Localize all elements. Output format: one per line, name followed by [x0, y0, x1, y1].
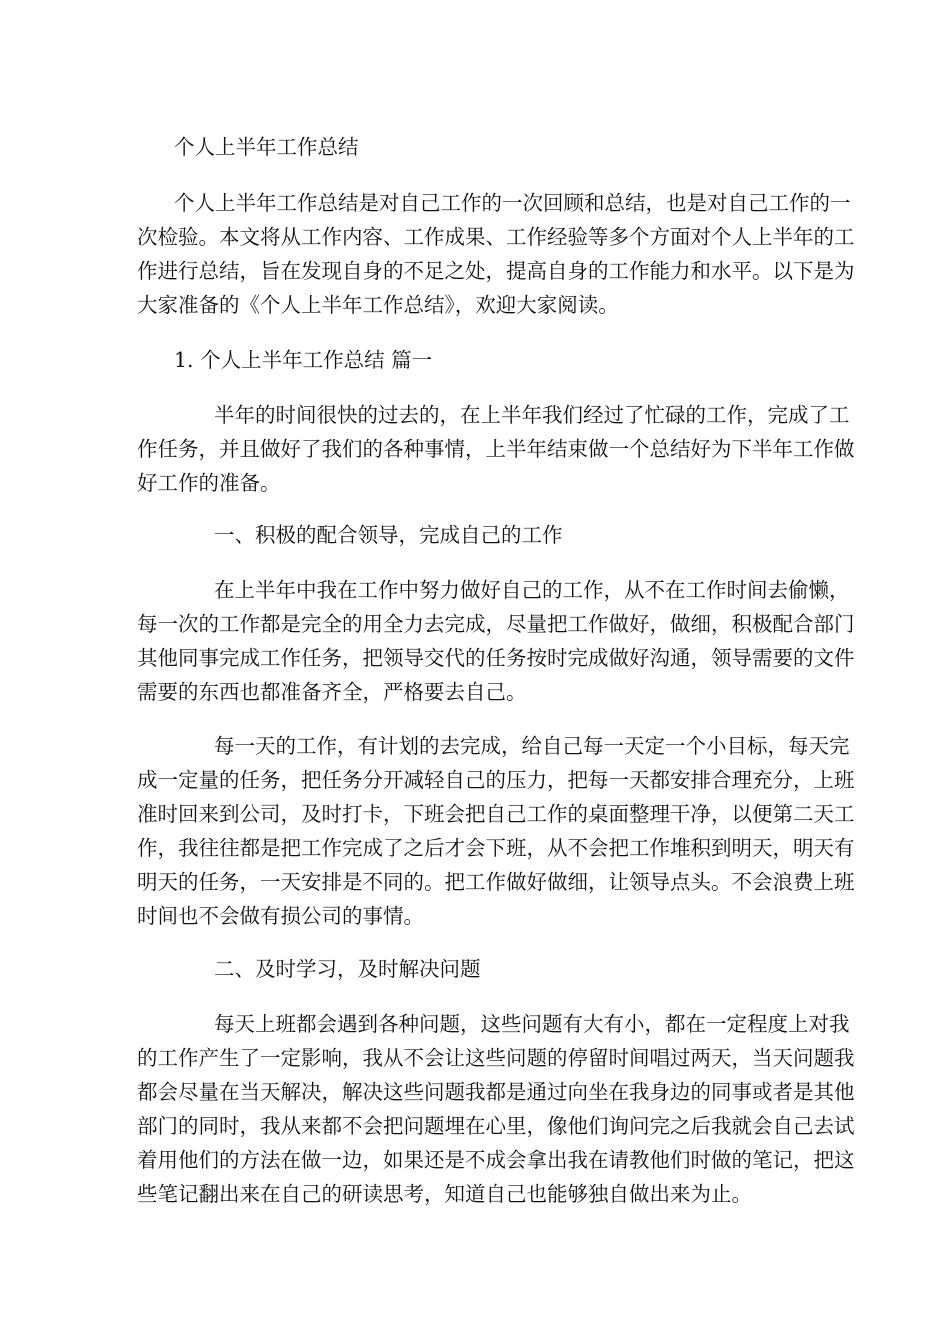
paragraph-line: 好工作的准备。 — [137, 471, 281, 495]
intro-line: 次检验。本文将从工作内容、工作成果、工作经验等多个方面对个人上半年的工 — [137, 225, 855, 249]
intro-line: 作进行总结，旨在发现自身的不足之处，提高自身的工作能力和水平。以下是为 — [137, 259, 855, 283]
paragraph-line: 的工作产生了一定影响，我从不会让这些问题的停留时间唱过两天，当天问题我 — [137, 1046, 855, 1070]
paragraph-line: 着用他们的方法在做一边，如果还是不成会拿出我在请教他们时做的笔记，把这 — [137, 1148, 855, 1172]
paragraph-line: 每天上班都会遇到各种问题，这些问题有大有小，都在一定程度上对我 — [214, 1012, 850, 1036]
paragraph-line: 部门的同时，我从来都不会把问题埋在心里，像他们询问完之后我就会自己去试 — [137, 1114, 855, 1138]
paragraph-line: 些笔记翻出来在自己的研读思考，知道自己也能够独自做出来为止。 — [137, 1182, 752, 1206]
paragraph-line: 每一天的工作，有计划的去完成，给自己每一天定一个小目标，每天完 — [214, 734, 850, 758]
paragraph-line: 其他同事完成工作任务，把领导交代的任务按时完成做好沟通，领导需要的文件 — [137, 646, 855, 670]
document-title: 个人上半年工作总结 — [174, 135, 359, 159]
paragraph-line: 每一次的工作都是完全的用全力去完成，尽量把工作做好，做细，积极配合部门 — [137, 612, 855, 636]
paragraph-line: 作任务，并且做好了我们的各种事情，上半年结束做一个总结好为下半年工作做 — [137, 437, 855, 461]
paragraph-line: 明天的任务，一天安排是不同的。把工作做好做细，让领导点头。不会浪费上班 — [137, 870, 855, 894]
paragraph-line: 准时回来到公司，及时打卡，下班会把自己工作的桌面整理干净，以便第二天工 — [137, 802, 855, 826]
section-heading: 1. 个人上半年工作总结 篇一 — [174, 348, 433, 372]
paragraph-line: 都会尽量在当天解决，解决这些问题我都是通过向坐在我身边的同事或者是其他 — [137, 1080, 855, 1104]
paragraph-line: 作，我往往都是把工作完成了之后才会下班，从不会把工作堆积到明天，明天有 — [137, 836, 855, 860]
paragraph-line: 成一定量的任务，把任务分开减轻自己的压力，把每一天都安排合理充分，上班 — [137, 768, 855, 792]
paragraph-line: 时间也不会做有损公司的事情。 — [137, 904, 424, 928]
intro-line: 个人上半年工作总结是对自己工作的一次回顾和总结，也是对自己工作的一 — [174, 191, 851, 215]
subsection-heading: 二、及时学习，及时解决问题 — [214, 957, 481, 981]
subsection-heading: 一、积极的配合领导，完成自己的工作 — [214, 523, 563, 547]
intro-line: 大家准备的《个人上半年工作总结》，欢迎大家阅读。 — [137, 293, 619, 317]
paragraph-line: 需要的东西也都准备齐全，严格要去自己。 — [137, 680, 527, 704]
paragraph-line: 在上半年中我在工作中努力做好自己的工作，从不在工作时间去偷懒， — [214, 578, 850, 602]
paragraph-line: 半年的时间很快的过去的，在上半年我们经过了忙碌的工作，完成了工 — [214, 403, 850, 427]
